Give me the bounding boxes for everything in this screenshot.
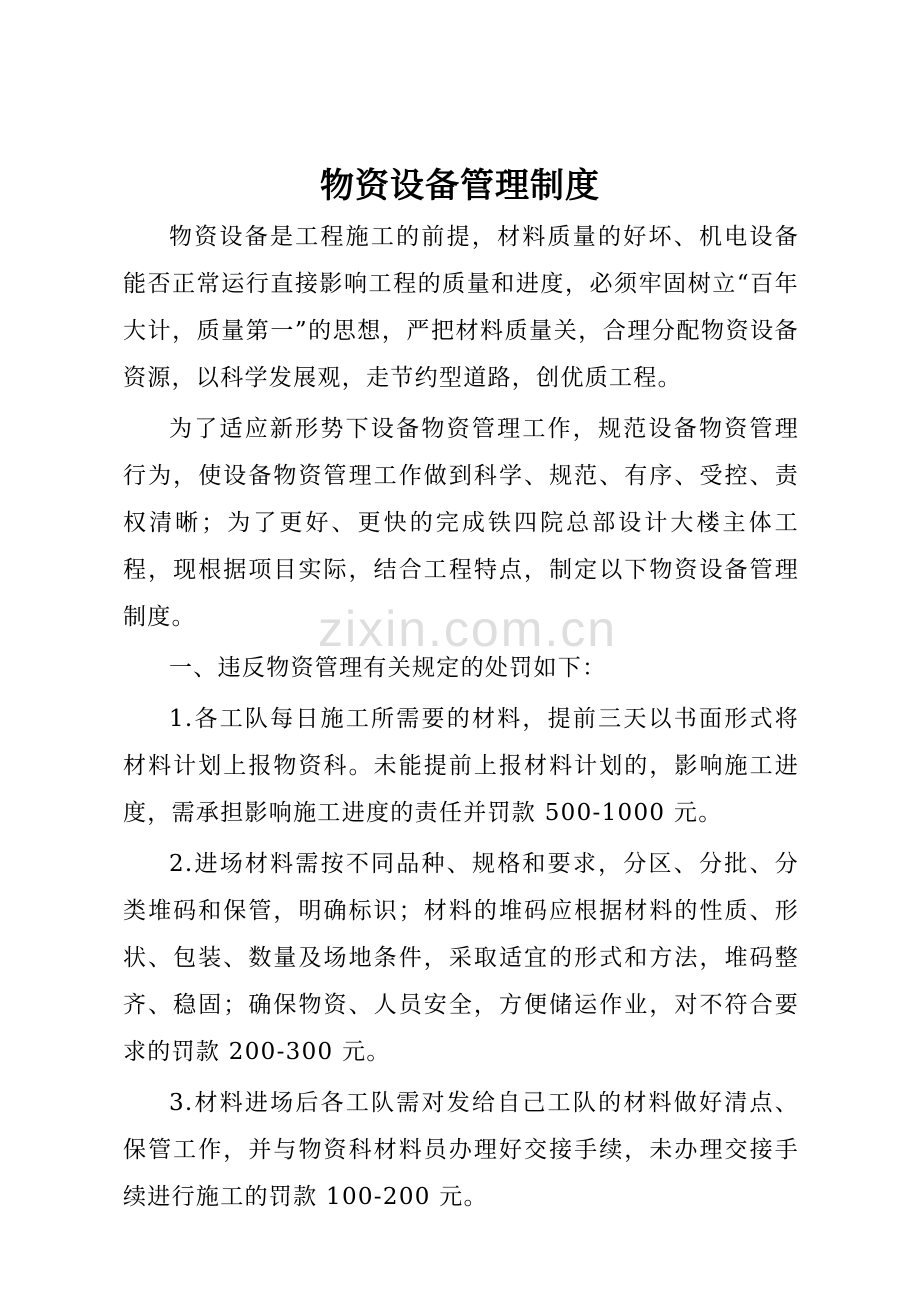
section-heading: 一、违反物资管理有关规定的处罚如下：: [169, 655, 607, 681]
paragraph-intro: 物资设备是工程施工的前提，材料质量的好坏、机电设备能否正常运行直接影响工程的质量和进度，必须牢固树立“百年大计，质量第一”的思想，严把材料质量关，合理分配物资设备资源，以科学发展观，走节约型道路，创优质工程。: [123, 224, 799, 391]
rule-item-3: 3.材料进场后各工队需对发给自己工队的材料做好清点、保管工作，并与物资科材料员办理好交接手续，未办理交接手续进行施工的罚款 100-200 元。: [123, 1090, 799, 1210]
rule-item-1: 1.各工队每日施工所需要的材料，提前三天以书面形式将材料计划上报物资科。未能提前上报材料计划的，影响施工进度，需承担影响施工进度的责任并罚款 500-1000 元。: [123, 706, 799, 826]
watermark: zixin.com.cn: [318, 601, 618, 657]
rule-item-2: 2.进场材料需按不同品种、规格和要求，分区、分批、分类堆码和保管，明确标识；材料的堆码应根据材料的性质、形状、包装、数量及场地条件，采取适宜的形式和方法，堆码整齐、稳固；确保物资、人员安全，方便储运作业，对不符合要求的罚款 200-300 元。: [123, 851, 799, 1065]
document-title: 物资设备管理制度: [320, 166, 600, 206]
paragraph-purpose: 为了适应新形势下设备物资管理工作，规范设备物资管理行为，使设备物资管理工作做到科学、规范、有序、受控、责权清晰；为了更好、更快的完成铁四院总部设计大楼主体工程，现根据项目实际，结合工程特点，制定以下物资设备管理制度。: [123, 416, 799, 630]
document-body: [123, 214, 799, 1225]
